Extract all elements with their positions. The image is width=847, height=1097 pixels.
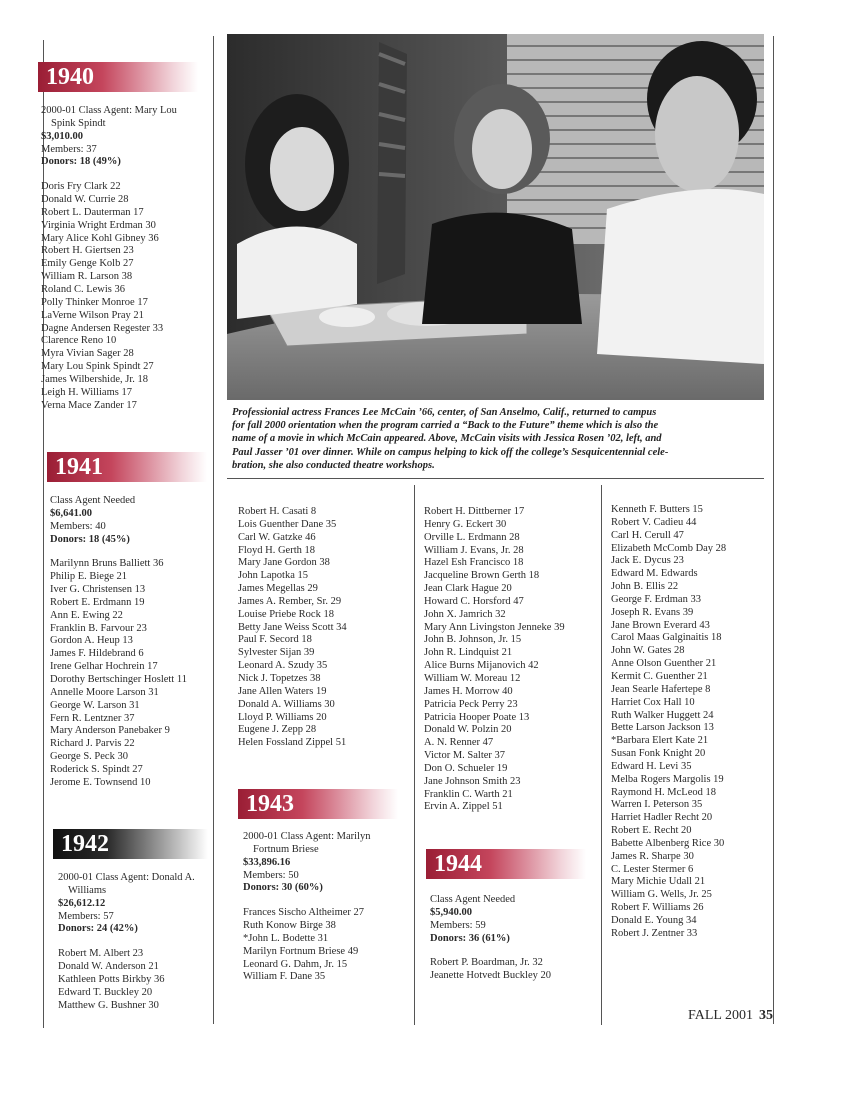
class-year-1940-header: 1940	[38, 62, 198, 92]
donor-entry: John Lapotka 15	[238, 570, 308, 582]
class-1943-continued	[424, 506, 565, 814]
column-rule-right	[773, 36, 774, 1024]
class-members: Members: 50	[243, 869, 299, 881]
donor-entry: Iver G. Christensen 13	[50, 584, 146, 596]
donor-entry: Carl H. Cerull 47	[611, 529, 684, 541]
donor-entry: Dorothy Bertschinger Hoslett 11	[50, 673, 187, 685]
donor-entry: Roderick S. Spindt 27	[50, 763, 143, 775]
donor-entry: Edward T. Buckley 20	[58, 986, 153, 998]
donor-entry: *John L. Bodette 31	[243, 932, 329, 944]
class-1940-section	[41, 105, 177, 412]
donor-entry: Marilynn Bruns Balliett 36	[50, 558, 164, 570]
donor-entry: Richard J. Parvis 22	[50, 738, 135, 750]
class-amount: $33,896.16	[243, 856, 291, 868]
donor-entry: A. N. Renner 47	[424, 737, 494, 749]
donor-entry: Robert E. Erdmann 19	[50, 596, 145, 608]
class-year-1942-header: 1942	[53, 829, 208, 859]
column-rule-3	[601, 485, 602, 1025]
donor-entry: Kathleen Potts Birkby 36	[58, 973, 165, 985]
donor-entry: Jane Johnson Smith 23	[424, 775, 521, 787]
donor-entry: Babette Albenberg Rice 30	[611, 837, 725, 849]
donor-entry: James Megellas 29	[238, 583, 318, 595]
donor-entry: Donald E. Young 34	[611, 915, 697, 926]
class-members: Members: 59	[430, 919, 486, 931]
caption-rule	[227, 478, 764, 479]
class-summary	[41, 105, 177, 169]
donor-entry: Helen Fossland Zippel 51	[238, 737, 347, 749]
donor-entry: Jerome E. Townsend 10	[50, 776, 151, 788]
caption-line: bration, she also conducted theatre workshops.	[232, 459, 435, 471]
donor-entry: Floyd H. Gerth 18	[238, 544, 315, 556]
donor-entry: Harriet Hadler Recht 20	[611, 812, 713, 824]
donor-entry: Orville L. Erdmann 28	[424, 531, 520, 543]
donor-list	[50, 558, 187, 789]
class-1944-continued	[611, 504, 726, 941]
event-photo	[227, 34, 764, 400]
donor-entry: Robert H. Giertsen 23	[41, 245, 134, 257]
donor-entry: Betty Jane Weiss Scott 34	[238, 621, 347, 633]
donor-entry: Mary Lou Spink Spindt 27	[41, 361, 154, 373]
class-amount: $3,010.00	[41, 130, 83, 142]
class-amount: $6,641.00	[50, 507, 92, 519]
donor-entry: Mary Michie Udall 21	[611, 876, 706, 888]
donor-entry: Patricia Peck Perry 23	[424, 698, 518, 710]
photo-illustration	[227, 34, 764, 400]
donor-entry: William W. Moreau 12	[424, 672, 521, 684]
class-agent: Fortnum Briese	[253, 843, 319, 855]
class-year-1944-header: 1944	[426, 849, 586, 879]
donor-entry: Annelle Moore Larson 31	[50, 686, 159, 698]
class-donors: Donors: 30 (60%)	[243, 882, 323, 894]
donor-entry: Don O. Schueler 19	[424, 762, 508, 774]
donor-entry: Donald A. Williams 30	[238, 698, 335, 710]
donor-entry: George S. Peck 30	[50, 751, 128, 763]
caption-line: name of a movie in which McCain appeared. Above, McCain visits with Jessica Rosen ’02, left, and	[232, 433, 662, 445]
donor-entry: Patricia Hooper Poate 13	[424, 711, 530, 723]
donor-entry: Matthew G. Bushner 30	[58, 999, 159, 1011]
donor-entry: Verna Mace Zander 17	[41, 399, 137, 411]
donor-entry: Ruth Walker Huggett 24	[611, 709, 714, 721]
donor-entry: Nick J. Topetzes 38	[238, 672, 321, 684]
donor-entry: Elizabeth McComb Day 28	[611, 542, 727, 554]
donor-entry: Polly Thinker Monroe 17	[41, 296, 148, 308]
class-summary	[430, 894, 551, 945]
donor-entry: C. Lester Stermer 6	[611, 863, 694, 875]
donor-entry: Dagne Andersen Regester 33	[41, 322, 164, 334]
donor-entry: Kermit C. Guenther 21	[611, 670, 708, 682]
class-donors: Donors: 24 (42%)	[58, 923, 138, 935]
donor-list	[58, 948, 195, 1012]
donor-entry: Raymond H. McLeod 18	[611, 786, 716, 798]
donor-entry: John B. Ellis 22	[611, 581, 679, 593]
class-1941-section	[50, 495, 187, 790]
donor-entry: Edward H. Levi 35	[611, 760, 692, 772]
donor-entry: James Wilbershide, Jr. 18	[41, 373, 148, 385]
donor-entry: Robert V. Cadieu 44	[611, 516, 697, 528]
donor-entry: Fern R. Lentzner 37	[50, 712, 135, 724]
donor-entry: Susan Fonk Knight 20	[611, 748, 706, 760]
donor-entry: Mary Anderson Panebaker 9	[50, 725, 170, 737]
donor-entry: Howard C. Horsford 47	[424, 595, 524, 607]
donor-entry: Mary Ann Livingston Jenneke 39	[424, 621, 565, 633]
donor-entry: LaVerne Wilson Pray 21	[41, 309, 144, 321]
class-1943-section	[243, 831, 370, 984]
donor-entry: Frances Sischo Altheimer 27	[243, 907, 365, 919]
donor-entry: Robert E. Recht 20	[611, 825, 692, 837]
donor-entry: Irene Gelhar Hochrein 17	[50, 661, 158, 673]
donor-entry: Melba Rogers Margolis 19	[611, 773, 724, 785]
class-agent: 2000-01 Class Agent: Mary Lou	[41, 105, 177, 116]
donor-list	[424, 506, 565, 814]
donor-entry: Jacqueline Brown Gerth 18	[424, 570, 540, 582]
donor-list	[41, 181, 177, 412]
donor-entry: Virginia Wright Erdman 30	[41, 219, 156, 231]
column-rule-2	[414, 485, 415, 1025]
donor-entry: Philip E. Biege 21	[50, 571, 127, 583]
donor-entry: Ruth Konow Birge 38	[243, 920, 336, 932]
donor-entry: Robert L. Dauterman 17	[41, 206, 144, 218]
class-agent: Class Agent Needed	[430, 894, 516, 905]
donor-entry: Lois Guenther Dane 35	[238, 518, 337, 530]
donor-entry: Warren I. Peterson 35	[611, 799, 703, 811]
donor-entry: Marilyn Fortnum Briese 49	[243, 945, 359, 957]
photo-caption	[232, 406, 762, 472]
donor-entry: James R. Sharpe 30	[611, 850, 694, 862]
donor-entry: Robert H. Casati 8	[238, 506, 317, 517]
donor-list	[238, 506, 347, 750]
donor-entry: Mary Alice Kohl Gibney 36	[41, 232, 159, 244]
donor-entry: John R. Lindquist 21	[424, 647, 513, 659]
donor-entry: Jeanette Hotvedt Buckley 20	[430, 970, 552, 982]
donor-entry: Paul F. Secord 18	[238, 634, 312, 646]
donor-entry: Leonard A. Szudy 35	[238, 660, 328, 672]
donor-entry: Ervin A. Zippel 51	[424, 801, 503, 813]
donor-entry: Jack E. Dycus 23	[611, 555, 684, 567]
donor-entry: George F. Erdman 33	[611, 593, 701, 605]
donor-entry: James F. Hildebrand 6	[50, 648, 144, 660]
column-rule-1	[213, 36, 214, 1024]
donor-entry: James H. Morrow 40	[424, 685, 513, 697]
donor-entry: Robert H. Dittberner 17	[424, 506, 525, 517]
donor-entry: Leonard G. Dahm, Jr. 15	[243, 958, 348, 970]
donor-entry: Hazel Esh Francisco 18	[424, 557, 524, 569]
donor-entry: George W. Larson 31	[50, 699, 140, 711]
donor-entry: Anne Olson Guenther 21	[611, 658, 717, 670]
donor-entry: Ann E. Ewing 22	[50, 609, 123, 621]
donor-entry: Sylvester Sijan 39	[238, 647, 315, 659]
donor-entry: Robert J. Zentner 33	[611, 927, 698, 939]
donor-entry: Doris Fry Clark 22	[41, 181, 121, 193]
caption-line: for fall 2000 orientation when the program carried a “Back to the Future” theme which is also the	[232, 420, 659, 432]
donor-entry: John W. Gates 28	[611, 645, 685, 657]
donor-entry: John X. Jamrich 32	[424, 608, 506, 620]
donor-entry: Carol Maas Galginaitis 18	[611, 632, 722, 644]
donor-entry: Jane Brown Everard 43	[611, 619, 710, 631]
donor-entry: William F. Dane 35	[243, 971, 326, 983]
donor-entry: Edward M. Edwards	[611, 568, 698, 580]
class-members: Members: 40	[50, 520, 106, 532]
donor-entry: Robert F. Williams 26	[611, 902, 704, 914]
donor-entry: Clarence Reno 10	[41, 335, 117, 347]
donor-entry: Emily Genge Kolb 27	[41, 258, 134, 270]
class-1944-section	[430, 894, 551, 983]
class-agent: Spink Spindt	[51, 117, 106, 129]
class-agent: Williams	[68, 884, 107, 896]
class-year-1943-header: 1943	[238, 789, 398, 819]
donor-entry: Bette Larson Jackson 13	[611, 722, 714, 734]
donor-entry: Franklin B. Farvour 23	[50, 622, 147, 634]
donor-entry: Louise Priebe Rock 18	[238, 608, 334, 620]
class-1942-section	[58, 872, 195, 1012]
issue-season: FALL 2001	[688, 1008, 753, 1023]
donor-entry: Jean Searle Hafertepe 8	[611, 683, 711, 695]
class-donors: Donors: 18 (49%)	[41, 156, 121, 168]
caption-line: Paul Jasser ’01 over dinner. While on campus helping to kick off the college’s Sesquicentennial cele-	[232, 446, 669, 458]
donor-entry: *Barbara Elert Kate 21	[611, 735, 709, 747]
donor-entry: Henry G. Eckert 30	[424, 518, 507, 530]
class-agent: Class Agent Needed	[50, 495, 136, 506]
page-folio	[688, 1008, 773, 1024]
class-donors: Donors: 36 (61%)	[430, 932, 510, 944]
class-summary	[243, 831, 370, 895]
class-members: Members: 57	[58, 910, 114, 922]
class-donors: Donors: 18 (45%)	[50, 533, 130, 545]
donor-entry: Donald W. Polzin 20	[424, 724, 512, 736]
donor-entry: Harriet Cox Hall 10	[611, 696, 695, 708]
donor-entry: Jane Allen Waters 19	[238, 685, 327, 697]
donor-entry: Eugene J. Zepp 28	[238, 724, 317, 736]
class-1941-continued	[238, 506, 347, 750]
caption-line: Professionial actress Frances Lee McCain ’66, center, of San Anselmo, Calif., returned to campus	[232, 407, 657, 418]
class-summary	[50, 495, 187, 546]
class-members: Members: 37	[41, 143, 97, 155]
class-amount: $26,612.12	[58, 897, 106, 909]
donor-entry: William R. Larson 38	[41, 271, 133, 283]
donor-entry: Robert M. Albert 23	[58, 948, 144, 960]
donor-entry: William J. Evans, Jr. 28	[424, 544, 524, 556]
donor-entry: Myra Vivian Sager 28	[41, 348, 134, 360]
donor-entry: Roland C. Lewis 36	[41, 283, 125, 295]
donor-entry: Robert P. Boardman, Jr. 32	[430, 957, 543, 969]
donor-entry: Kenneth F. Butters 15	[611, 504, 703, 515]
donor-entry: Donald W. Currie 28	[41, 194, 129, 206]
donor-entry: Joseph R. Evans 39	[611, 606, 694, 618]
donor-entry: Victor M. Salter 37	[424, 750, 506, 762]
class-summary	[58, 872, 195, 936]
donor-entry: Carl W. Gatzke 46	[238, 531, 316, 543]
page-number: 35	[758, 1008, 773, 1023]
donor-entry: Gordon A. Heup 13	[50, 635, 133, 647]
donor-entry: Lloyd P. Williams 20	[238, 711, 327, 723]
class-agent: 2000-01 Class Agent: Donald A.	[58, 872, 195, 883]
donor-entry: William G. Wells, Jr. 25	[611, 889, 712, 901]
donor-list	[243, 907, 370, 984]
donor-entry: Jean Clark Hague 20	[424, 583, 512, 595]
donor-entry: Franklin C. Warth 21	[424, 788, 513, 800]
donor-entry: James A. Rember, Sr. 29	[238, 595, 342, 607]
donor-entry: Mary Jane Gordon 38	[238, 557, 330, 569]
class-amount: $5,940.00	[430, 906, 472, 918]
donor-list	[611, 504, 726, 941]
class-agent: 2000-01 Class Agent: Marilyn	[243, 831, 371, 842]
donor-entry: Donald W. Anderson 21	[58, 961, 159, 973]
donor-entry: Alice Burns Mijanovich 42	[424, 660, 539, 672]
donor-entry: Leigh H. Williams 17	[41, 386, 132, 398]
donor-list	[430, 957, 551, 983]
class-year-1941-header: 1941	[47, 452, 207, 482]
donor-entry: John B. Johnson, Jr. 15	[424, 634, 522, 646]
